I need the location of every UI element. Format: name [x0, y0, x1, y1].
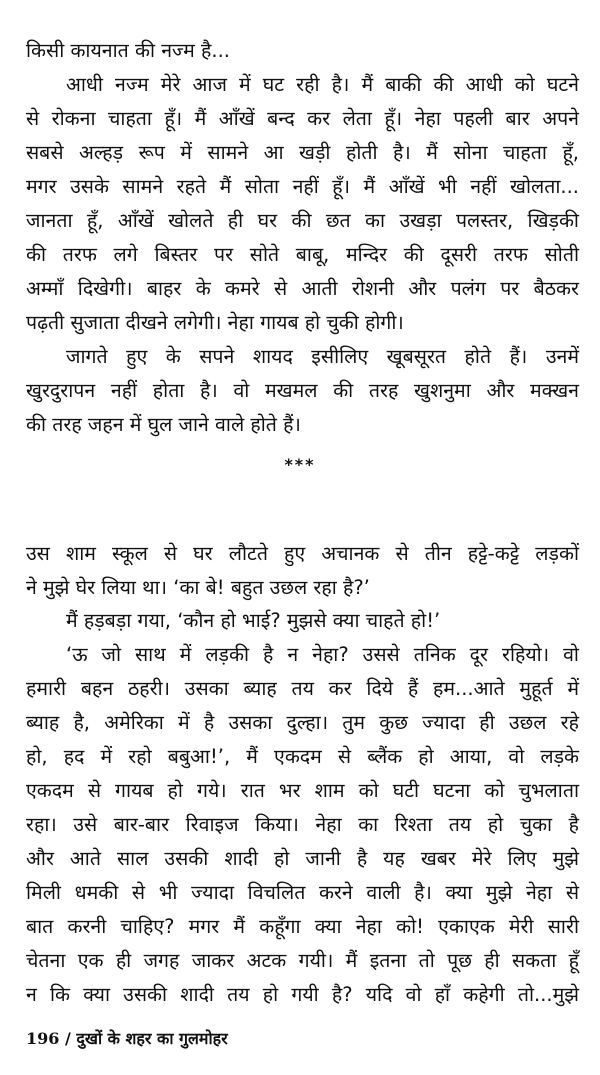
- section-separator: ***: [284, 455, 316, 474]
- paragraph-line: एकदम से गायब हो गये। रात भर शाम को घटी घटना को चुभलाता: [26, 779, 579, 802]
- paragraph-line: खुरदुरापन नहीं होता है। वो मखमल की तरह खुशनुमा और मक्खन: [26, 379, 579, 402]
- paragraph-line: ब्याह है, अमेरिका में है उसका दुल्हा। तुम कुछ ज्यादा ही उछल रहे: [26, 711, 579, 734]
- paragraph-line: उस शाम स्कूल से घर लौटते हुए अचानक से तीन हट्टे-कट्टे लड़कों: [26, 542, 579, 565]
- paragraph-line: सबसे अल्हड़ रूप में सामने आ खड़ी होती है। मैं सोना चाहता हूँ,: [26, 141, 579, 164]
- paragraph-line: की तरह जहन में घुल जाने वाले होते हैं।: [26, 413, 301, 436]
- paragraph-line: चेतना एक ही जगह जाकर अटक गयी। मैं इतना तो पूछ ही सकता हूँ: [26, 949, 579, 972]
- paragraph-line: ने मुझे घेर लिया था। ‘का बे! बहुत उछल रहा है?’: [26, 576, 370, 599]
- paragraph-line: हमारी बहन ठहरी। उसका ब्याह तय कर दिये हैं हम...आते मुहूर्त में: [26, 677, 579, 700]
- paragraph-line: जागते हुए के सपने शायद इसीलिए खूबसूरत होते हैं। उनमें: [66, 345, 579, 368]
- paragraph-line: बात करनी चाहिए? मगर मैं कहूँगा क्या नेहा को! एकाएक मेरी सारी: [26, 915, 579, 938]
- paragraph-line: आधी नज्म मेरे आज में घट रही है। मैं बाकी की आधी को घटने: [66, 73, 579, 96]
- paragraph-line: मगर उसके सामने रहते मैं सोता नहीं हूँ। मैं आँखें भी नहीं खोलता...: [26, 175, 579, 198]
- paragraph-line: की तरफ लगे बिस्तर पर सोते बाबू, मन्दिर की दूसरी तरफ सोती: [26, 243, 579, 266]
- paragraph-line: मैं हड़बड़ा गया, ‘कौन हो भाई? मुझसे क्या चाहते हो!’: [66, 609, 441, 632]
- paragraph-line: से रोकना चाहता हूँ। मैं आँखें बन्द कर लेता हूँ। नेहा पहली बार अपने: [26, 107, 579, 130]
- paragraph-line: जानता हूँ, आँखें खोलते ही घर की छत का उखड़ा पलस्तर, खिड़की: [26, 209, 579, 232]
- paragraph-line: किसी कायनात की नज्म है...: [26, 39, 230, 62]
- paragraph-line: अम्माँ दिखेगी। बाहर के कमरे से आती रोशनी और पलंग पर बैठकर: [26, 277, 579, 300]
- paragraph-line: पढ़ती सुजाता दीखने लगेगी। नेहा गायब हो चुकी होगी।: [26, 311, 404, 334]
- paragraph-line: न कि क्या उसकी शादी तय हो गयी है? यदि वो हाँ कहेगी तो...मुझे: [26, 983, 579, 1006]
- page-footer: 196 / दुखों के शहर का गुलमोहर: [26, 1029, 228, 1048]
- paragraph-line: रहा। उसे बार-बार रिवाइज किया। नेहा का रिश्ता तय हो चुका है: [26, 813, 579, 836]
- paragraph-line: हो, हद में रहो बबुआ!’, मैं एकदम से ब्लैंक हो आया, वो लड़के: [26, 745, 579, 768]
- paragraph-line: मिली धमकी से भी ज्यादा विचलित करने वाली है। क्या मुझे नेहा से: [26, 881, 579, 904]
- paragraph-line: ‘ऊ जो साथ में लड़की है न नेहा? उससे तनिक दूर रहियो। वो: [66, 643, 579, 666]
- paragraph-line: और आते साल उसकी शादी हो जानी है यह खबर मेरे लिए मुझे: [26, 847, 579, 870]
